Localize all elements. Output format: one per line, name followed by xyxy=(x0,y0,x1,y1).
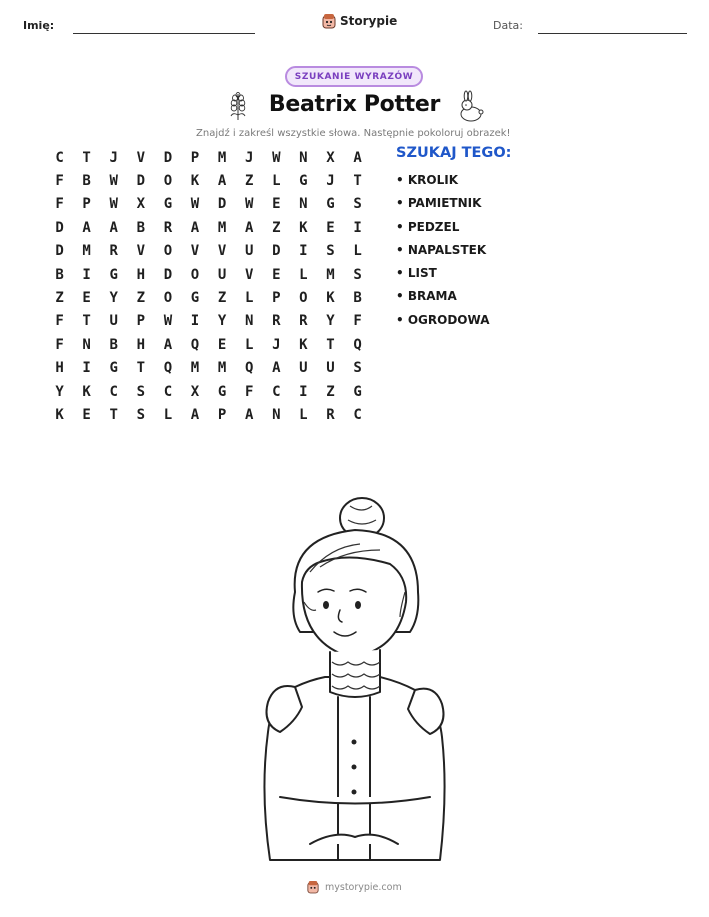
grid-cell[interactable]: L xyxy=(299,406,308,423)
name-label: Imię: xyxy=(23,19,55,32)
grid-cell[interactable]: D xyxy=(136,173,146,190)
grid-cell[interactable]: C xyxy=(109,383,118,400)
grid-cell[interactable]: W xyxy=(272,149,281,166)
grid-cell[interactable]: S xyxy=(353,266,362,283)
grid-cell[interactable]: R xyxy=(299,313,308,330)
grid-cell[interactable]: W xyxy=(190,196,200,213)
grid-cell[interactable]: U xyxy=(217,266,227,283)
instructions: Znajdź i zakreśl wszystkie słowa. Następnie pokoloruj obrazek! xyxy=(196,128,511,139)
grid-cell[interactable]: V xyxy=(217,243,227,260)
grid-cell[interactable]: D xyxy=(55,219,64,236)
grid-cell[interactable]: E xyxy=(272,266,281,283)
grid-cell[interactable]: A xyxy=(82,219,91,236)
grid-cell[interactable]: K xyxy=(82,383,91,400)
grid-cell[interactable]: K xyxy=(326,290,335,307)
grid-cell[interactable]: M xyxy=(326,266,335,283)
grid-cell[interactable]: T xyxy=(353,173,362,190)
grid-cell[interactable]: V xyxy=(136,149,146,166)
grid-cell[interactable]: O xyxy=(190,266,200,283)
grid-cell[interactable]: Z xyxy=(217,290,227,307)
grid-cell[interactable]: Q xyxy=(163,360,173,377)
grid-cell[interactable]: D xyxy=(217,196,227,213)
grid-cell[interactable]: C xyxy=(272,383,281,400)
word-list-title: SZUKAJ TEGO: xyxy=(396,145,512,161)
grid-cell[interactable]: I xyxy=(82,360,91,377)
grid-cell[interactable]: S xyxy=(353,196,362,213)
grid-cell[interactable]: E xyxy=(82,290,91,307)
grid-cell[interactable]: T xyxy=(136,360,146,377)
grid-cell[interactable]: K xyxy=(190,173,200,190)
grid-cell[interactable]: B xyxy=(353,290,362,307)
grid-cell[interactable]: Z xyxy=(272,219,281,236)
grid-cell[interactable]: O xyxy=(163,243,173,260)
grid-cell[interactable]: O xyxy=(163,290,173,307)
grid-cell[interactable]: F xyxy=(55,196,64,213)
word-item: • LIST xyxy=(396,266,437,281)
grid-cell[interactable]: Q xyxy=(244,360,254,377)
grid-cell[interactable]: G xyxy=(163,196,173,213)
grid-cell[interactable]: N xyxy=(299,149,308,166)
grid-cell[interactable]: E xyxy=(217,336,227,353)
grid-cell[interactable]: E xyxy=(82,406,91,423)
grid-cell[interactable]: Q xyxy=(190,336,200,353)
brand-name: Storypie xyxy=(340,14,398,28)
grid-cell[interactable]: A xyxy=(109,219,118,236)
grid-cell[interactable]: V xyxy=(136,243,146,260)
word-item: • BRAMA xyxy=(396,289,457,304)
grid-cell[interactable]: W xyxy=(244,196,254,213)
grid-cell[interactable]: A xyxy=(244,219,254,236)
grid-cell[interactable]: L xyxy=(244,336,254,353)
grid-cell[interactable]: A xyxy=(353,149,362,166)
grid-cell[interactable]: Z xyxy=(326,383,335,400)
grid-cell[interactable]: L xyxy=(353,243,362,260)
grid-cell[interactable]: Y xyxy=(55,383,64,400)
grid-cell[interactable]: J xyxy=(272,336,281,353)
grid-cell[interactable]: L xyxy=(244,290,254,307)
grid-cell[interactable]: X xyxy=(136,196,146,213)
grid-cell[interactable]: J xyxy=(326,173,335,190)
footer-url: mystorypie.com xyxy=(325,881,402,893)
storypie-mascot-icon xyxy=(307,880,319,894)
footer xyxy=(307,880,402,894)
grid-cell[interactable]: M xyxy=(217,360,227,377)
grid-cell[interactable]: I xyxy=(299,383,308,400)
grid-cell[interactable]: M xyxy=(217,149,227,166)
word-list xyxy=(396,171,490,334)
grid-cell[interactable]: F xyxy=(244,383,254,400)
letter-grid xyxy=(46,146,372,427)
grid-cell[interactable]: Z xyxy=(136,290,146,307)
grid-cell[interactable]: R xyxy=(326,406,335,423)
grid-cell[interactable]: F xyxy=(55,313,64,330)
grid-cell[interactable]: X xyxy=(190,383,200,400)
grid-cell[interactable]: G xyxy=(109,360,118,377)
grid-cell[interactable]: C xyxy=(163,383,173,400)
grid-cell[interactable]: Y xyxy=(109,290,118,307)
grid-cell[interactable]: W xyxy=(109,196,118,213)
grid-cell[interactable]: N xyxy=(272,406,281,423)
grid-cell[interactable]: G xyxy=(326,196,335,213)
grid-cell[interactable]: C xyxy=(55,149,64,166)
grid-cell[interactable]: L xyxy=(299,266,308,283)
page-title: Beatrix Potter xyxy=(268,92,441,117)
grid-cell[interactable]: H xyxy=(55,360,64,377)
grid-cell[interactable]: G xyxy=(190,290,200,307)
grid-cell[interactable]: K xyxy=(299,336,308,353)
word-item: • PAMIETNIK xyxy=(396,196,482,211)
word-item: • OGRODOWA xyxy=(396,312,490,327)
grid-cell[interactable]: P xyxy=(190,149,200,166)
grid-cell[interactable]: H xyxy=(136,336,146,353)
grid-cell[interactable]: B xyxy=(136,219,146,236)
grid-cell[interactable]: N xyxy=(244,313,254,330)
brand-logo xyxy=(322,13,397,29)
grid-cell[interactable]: P xyxy=(136,313,146,330)
grid-cell[interactable]: D xyxy=(272,243,281,260)
grid-cell[interactable]: M xyxy=(190,360,200,377)
grid-cell[interactable]: T xyxy=(82,149,91,166)
grid-cell[interactable]: U xyxy=(326,360,335,377)
grid-cell[interactable]: G xyxy=(353,383,362,400)
grid-cell[interactable]: D xyxy=(55,243,64,260)
grid-cell[interactable]: A xyxy=(217,173,227,190)
grid-cell[interactable]: V xyxy=(190,243,200,260)
grid-cell[interactable]: B xyxy=(82,173,91,190)
grid-cell[interactable]: N xyxy=(299,196,308,213)
grid-cell[interactable]: T xyxy=(109,406,118,423)
word-item: • PEDZEL xyxy=(396,219,460,234)
grid-cell[interactable]: N xyxy=(82,336,91,353)
grid-cell[interactable]: V xyxy=(244,266,254,283)
grid-cell[interactable]: F xyxy=(353,313,362,330)
date-label: Data: xyxy=(493,19,523,32)
grid-cell[interactable]: E xyxy=(326,219,335,236)
grid-cell[interactable]: P xyxy=(82,196,91,213)
grid-cell[interactable]: L xyxy=(163,406,173,423)
word-item: • KROLIK xyxy=(396,173,458,187)
rabbit-icon xyxy=(455,90,485,122)
grid-cell[interactable]: S xyxy=(326,243,335,260)
grid-cell[interactable]: A xyxy=(244,406,254,423)
grid-cell[interactable]: Q xyxy=(353,336,362,353)
grid-cell[interactable]: B xyxy=(109,336,118,353)
grid-cell[interactable]: X xyxy=(326,149,335,166)
word-item: • NAPALSTEK xyxy=(396,242,487,257)
grid-cell[interactable]: P xyxy=(217,406,227,423)
grid-cell[interactable]: W xyxy=(163,313,173,330)
name-line xyxy=(73,33,255,34)
storypie-mascot-icon xyxy=(322,13,336,29)
grid-cell[interactable]: U xyxy=(109,313,118,330)
grid-cell[interactable]: U xyxy=(244,243,254,260)
grid-cell[interactable]: D xyxy=(163,266,173,283)
grid-cell[interactable]: A xyxy=(190,406,200,423)
grid-cell[interactable]: O xyxy=(163,173,173,190)
grid-cell[interactable]: B xyxy=(55,266,64,283)
grid-cell[interactable]: I xyxy=(353,219,362,236)
grid-cell[interactable]: S xyxy=(353,360,362,377)
grid-cell[interactable]: Y xyxy=(217,313,227,330)
grid-cell[interactable]: A xyxy=(190,219,200,236)
grid-cell[interactable]: K xyxy=(55,406,64,423)
grid-cell[interactable]: F xyxy=(55,173,64,190)
grid-cell[interactable]: C xyxy=(353,406,362,423)
grid-cell[interactable]: K xyxy=(299,219,308,236)
grid-cell[interactable]: R xyxy=(163,219,173,236)
grid-cell[interactable]: R xyxy=(109,243,118,260)
grid-cell[interactable]: Z xyxy=(55,290,64,307)
grid-cell[interactable]: G xyxy=(299,173,308,190)
grid-cell[interactable]: I xyxy=(190,313,200,330)
grid-cell[interactable]: I xyxy=(299,243,308,260)
grid-cell[interactable]: T xyxy=(326,336,335,353)
date-line xyxy=(538,33,687,34)
grid-cell[interactable]: E xyxy=(272,196,281,213)
grid-cell[interactable]: O xyxy=(299,290,308,307)
grid-cell[interactable]: Y xyxy=(326,313,335,330)
grid-cell[interactable]: G xyxy=(109,266,118,283)
grid-cell[interactable]: A xyxy=(163,336,173,353)
grid-cell[interactable]: R xyxy=(272,313,281,330)
grid-cell[interactable]: M xyxy=(217,219,227,236)
grid-cell[interactable]: A xyxy=(272,360,281,377)
grid-cell[interactable]: T xyxy=(82,313,91,330)
grid-cell[interactable]: P xyxy=(272,290,281,307)
grid-cell[interactable]: S xyxy=(136,383,146,400)
coloring-illustration xyxy=(240,492,470,862)
grid-cell[interactable]: H xyxy=(136,266,146,283)
grid-cell[interactable]: S xyxy=(136,406,146,423)
grid-cell[interactable]: Z xyxy=(244,173,254,190)
grid-cell[interactable]: W xyxy=(109,173,118,190)
grid-cell[interactable]: G xyxy=(217,383,227,400)
grid-cell[interactable]: F xyxy=(55,336,64,353)
grid-cell[interactable]: J xyxy=(244,149,254,166)
grid-cell[interactable]: D xyxy=(163,149,173,166)
grid-cell[interactable]: U xyxy=(299,360,308,377)
grid-cell[interactable]: I xyxy=(82,266,91,283)
grid-cell[interactable]: M xyxy=(82,243,91,260)
activity-badge: SZUKANIE WYRAZÓW xyxy=(285,66,423,87)
grid-cell[interactable]: L xyxy=(272,173,281,190)
grid-cell[interactable]: J xyxy=(109,149,118,166)
